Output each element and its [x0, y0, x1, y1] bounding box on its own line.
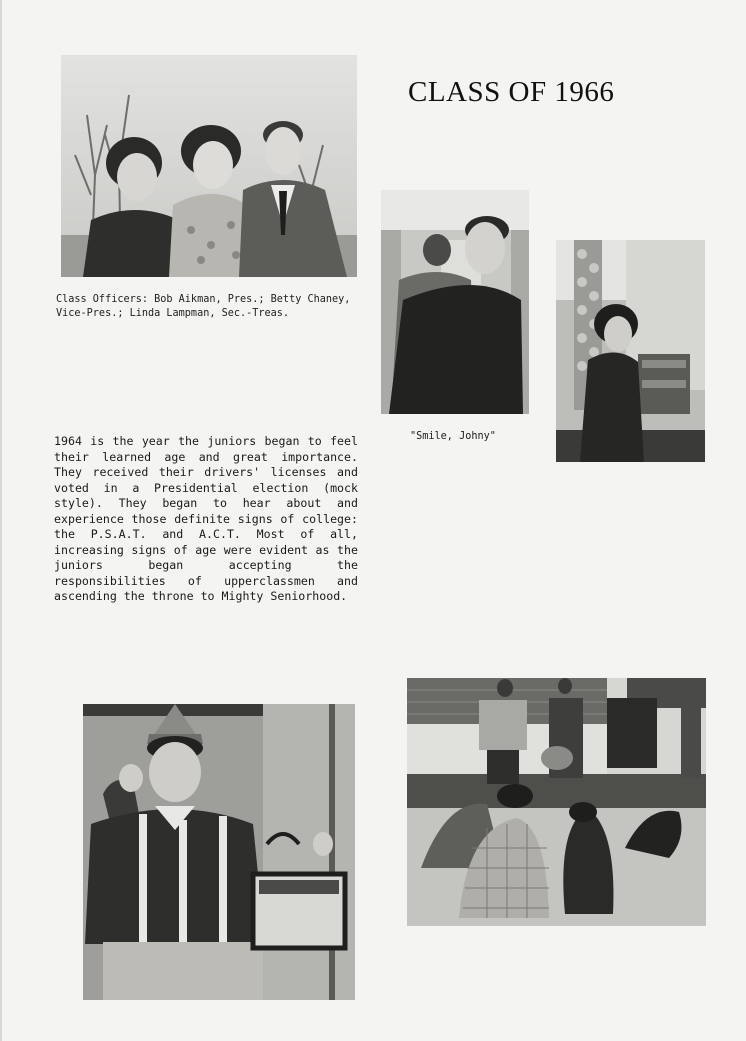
smile-johny-illustration — [381, 190, 529, 414]
library-girl-illustration — [556, 240, 705, 462]
sidewalk-chalk-illustration — [407, 678, 706, 926]
sidewalk-chalk-photo — [407, 678, 706, 926]
party-hat-boy-photo — [83, 704, 355, 1000]
page-title: CLASS OF 1966 — [408, 76, 615, 108]
class-description-paragraph: 1964 is the year the juniors began to feel their learned age and great importance. They received their drivers' licenses and voted in a Presidential election (mock style). They began to hear about and experience those definite signs of college: the P.S.A.T. and A.C.T. Most of all, increasing signs of age were evident as the juniors began accepting the responsibilities of upperclassmen and ascending the throne to Mighty Seniorhood. — [54, 434, 358, 603]
smile-johny-photo — [381, 190, 529, 414]
library-girl-photo — [556, 240, 705, 462]
class-officers-illustration — [61, 55, 357, 277]
smile-johny-caption: "Smile, Johny" — [410, 431, 496, 442]
class-officers-photo — [61, 55, 357, 277]
party-hat-boy-illustration — [83, 704, 355, 1000]
class-officers-caption: Class Officers: Bob Aikman, Pres.; Betty Chaney, Vice-Pres.; Linda Lampman, Sec.-Treas. — [56, 294, 351, 319]
